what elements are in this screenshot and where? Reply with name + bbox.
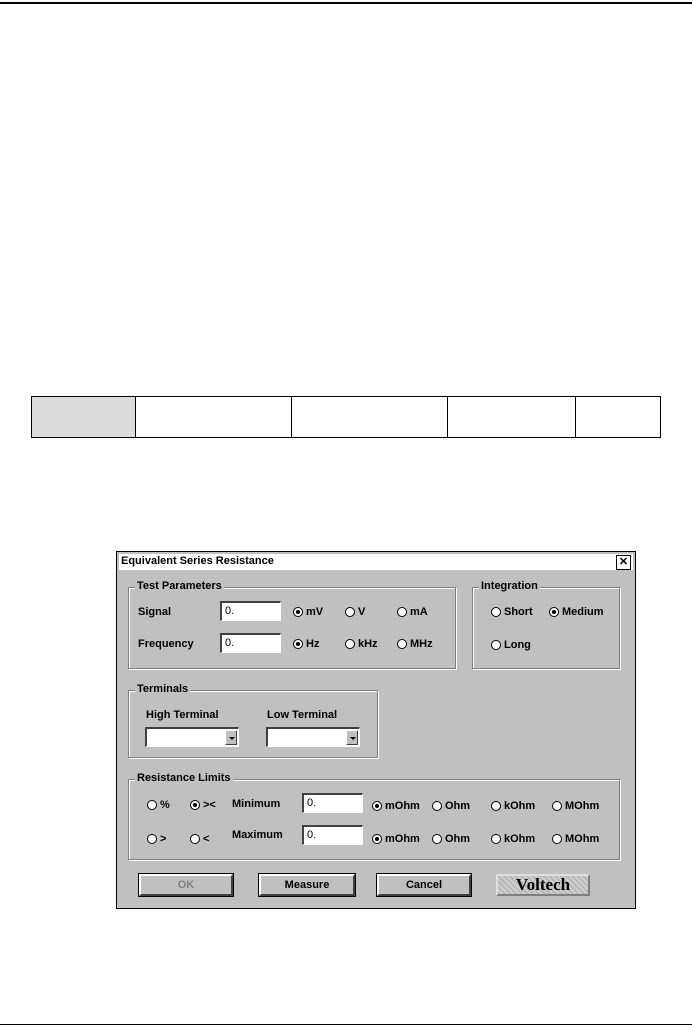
minimum-unit-mohm[interactable] [372, 800, 420, 812]
table-strip [31, 396, 661, 438]
table-cell [32, 397, 136, 437]
limit-mode-percent[interactable] [147, 799, 170, 811]
chevron-down-icon[interactable] [225, 730, 237, 745]
radio-label: MHz [410, 638, 433, 650]
radio-on-icon [293, 607, 303, 617]
radio-off-icon [345, 607, 355, 617]
radio-on-icon [549, 607, 559, 617]
table-cell [292, 397, 448, 437]
limit-mode-greater[interactable] [147, 833, 166, 845]
esr-dialog [116, 551, 636, 909]
radio-label: Medium [562, 606, 604, 618]
radio-label: MOhm [565, 833, 600, 845]
frequency-unit-khz[interactable] [345, 638, 378, 650]
minimum-unit-kohm[interactable] [491, 800, 535, 812]
integration-label: Integration [481, 580, 538, 592]
signal-label: Signal [138, 606, 172, 618]
maximum-unit-mohm[interactable] [372, 833, 420, 845]
high-terminal-label: High Terminal [146, 709, 219, 721]
resistance-limits-group [128, 772, 620, 860]
frequency-unit-mhz[interactable] [397, 638, 433, 650]
radio-label: MOhm [565, 800, 600, 812]
dialog-title: Equivalent Series Resistance [121, 555, 274, 567]
bottom-rule [0, 1024, 692, 1025]
table-cell [448, 397, 576, 437]
radio-off-icon [432, 834, 442, 844]
radio-label: mOhm [385, 800, 420, 812]
measure-button[interactable]: Measure [259, 874, 355, 896]
resistance-limits-label: Resistance Limits [137, 772, 231, 784]
radio-label: mA [410, 606, 428, 618]
radio-label: > [160, 833, 167, 845]
cancel-button[interactable]: Cancel [377, 874, 471, 896]
low-terminal-label: Low Terminal [267, 709, 338, 721]
minimum-label: Minimum [232, 798, 281, 810]
signal-unit-ma[interactable] [397, 606, 428, 618]
radio-on-icon [372, 834, 382, 844]
radio-label: >< [203, 799, 216, 811]
radio-on-icon [293, 639, 303, 649]
maximum-unit-kohm[interactable] [491, 833, 535, 845]
radio-off-icon [147, 834, 157, 844]
radio-off-icon [147, 800, 157, 810]
radio-on-icon [372, 801, 382, 811]
low-terminal-select[interactable] [266, 727, 360, 747]
ok-button[interactable]: OK [139, 874, 233, 896]
radio-off-icon [397, 639, 407, 649]
radio-on-icon [190, 800, 200, 810]
integration-medium[interactable] [549, 606, 604, 618]
radio-label: Ohm [445, 800, 471, 812]
signal-unit-mv[interactable] [293, 606, 323, 618]
radio-off-icon [491, 801, 501, 811]
minimum-unit-megaohm[interactable] [552, 800, 599, 812]
radio-label: < [203, 833, 210, 845]
minimum-unit-ohm[interactable] [432, 800, 470, 812]
radio-off-icon [491, 834, 501, 844]
radio-label: Hz [306, 638, 320, 650]
radio-label: mV [306, 606, 324, 618]
radio-label: mOhm [385, 833, 420, 845]
integration-short[interactable] [491, 606, 533, 618]
radio-off-icon [491, 607, 501, 617]
radio-label: Long [504, 639, 531, 651]
radio-off-icon [345, 639, 355, 649]
frequency-input[interactable]: 0. [220, 633, 281, 653]
terminals-group [128, 683, 378, 758]
maximum-unit-ohm[interactable] [432, 833, 470, 845]
high-terminal-select[interactable] [145, 727, 239, 747]
signal-input[interactable]: 0. [220, 601, 281, 621]
top-rule [0, 2, 692, 4]
radio-off-icon [397, 607, 407, 617]
table-cell [136, 397, 292, 437]
radio-label: Ohm [445, 833, 471, 845]
radio-label: kOhm [504, 833, 536, 845]
radio-off-icon [432, 801, 442, 811]
radio-label: Short [504, 606, 533, 618]
test-parameters-group [128, 580, 456, 669]
limit-mode-less[interactable] [190, 833, 209, 845]
voltech-logo: Voltech [496, 874, 590, 896]
frequency-label: Frequency [138, 638, 194, 650]
radio-off-icon [552, 834, 562, 844]
radio-label: kHz [358, 638, 378, 650]
chevron-down-icon[interactable] [346, 730, 358, 745]
radio-off-icon [190, 834, 200, 844]
test-parameters-label: Test Parameters [137, 580, 222, 592]
limit-mode-between[interactable] [190, 799, 216, 811]
signal-unit-v[interactable] [345, 606, 365, 618]
table-cell [576, 397, 660, 437]
dialog-titlebar[interactable] [119, 554, 633, 570]
radio-label: V [358, 606, 366, 618]
radio-off-icon [552, 801, 562, 811]
integration-long[interactable] [491, 639, 531, 651]
radio-off-icon [491, 640, 501, 650]
radio-label: kOhm [504, 800, 536, 812]
terminals-label: Terminals [137, 683, 189, 695]
radio-label: % [160, 799, 170, 811]
maximum-unit-megaohm[interactable] [552, 833, 599, 845]
maximum-label: Maximum [232, 829, 283, 841]
maximum-input[interactable]: 0. [302, 825, 363, 845]
close-icon[interactable]: ✕ [616, 555, 631, 570]
frequency-unit-hz[interactable] [293, 638, 319, 650]
minimum-input[interactable]: 0. [302, 793, 363, 813]
integration-group [472, 580, 620, 669]
